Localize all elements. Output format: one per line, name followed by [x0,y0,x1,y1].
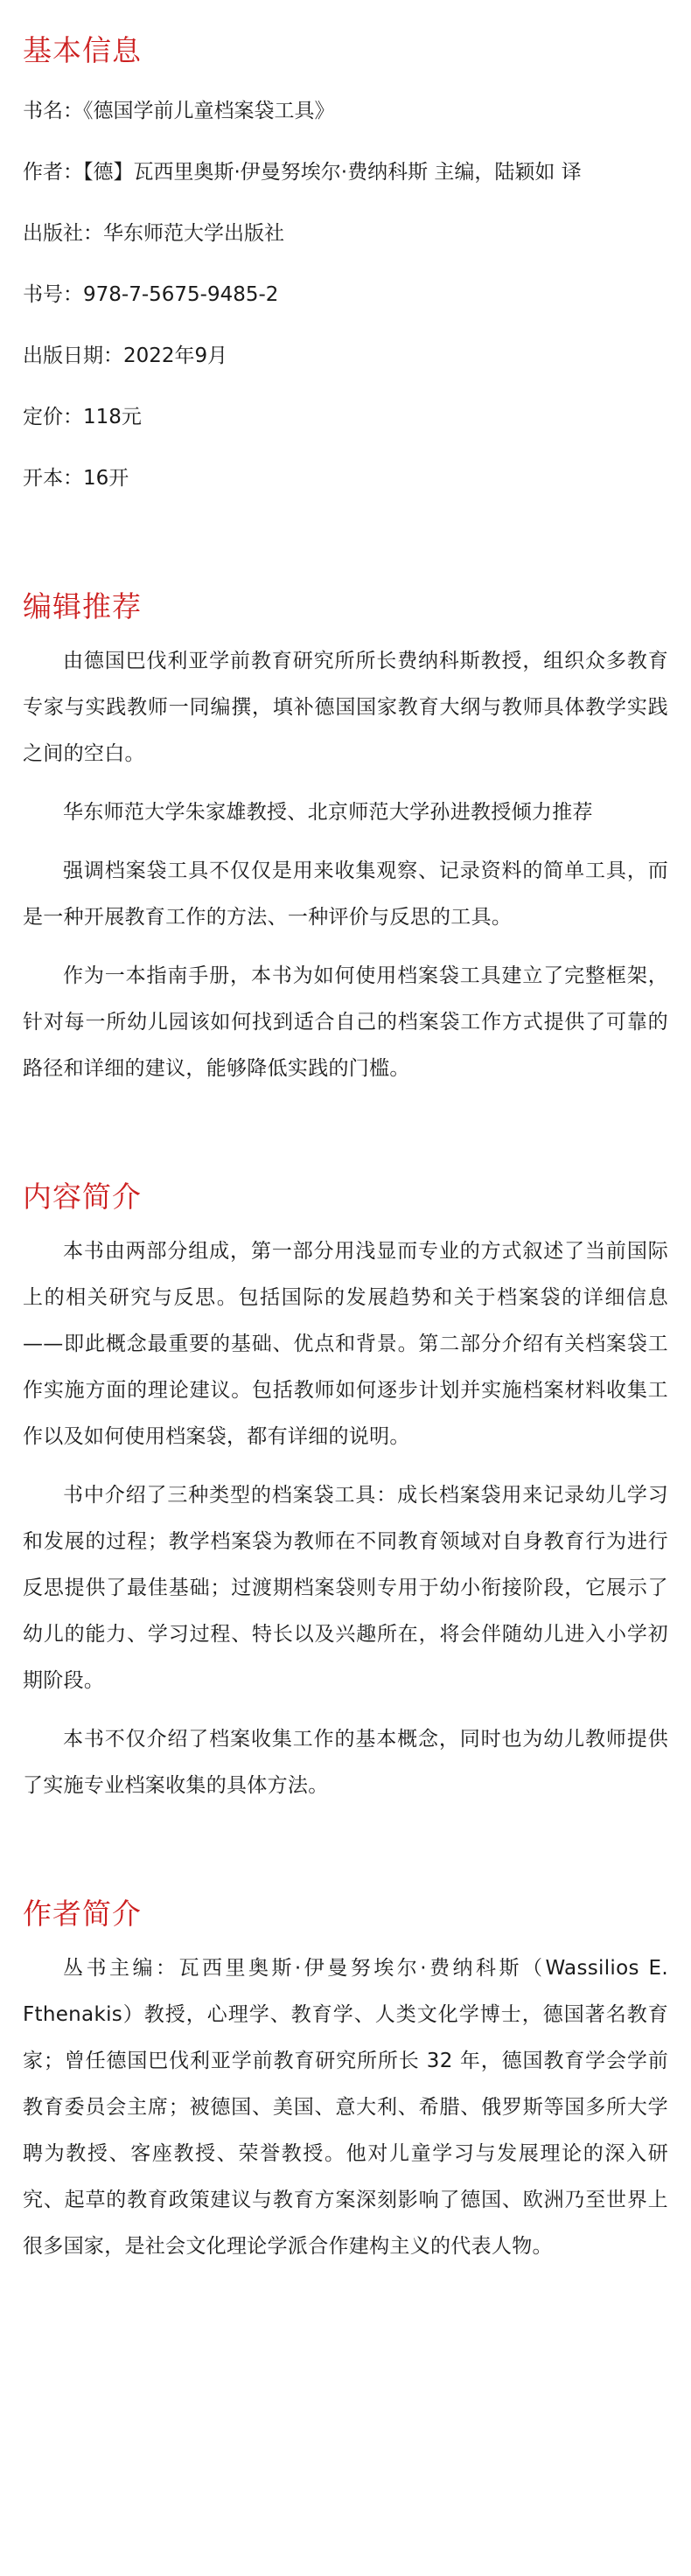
info-book-title: 书名：《德国学前儿童档案袋工具》 [23,100,335,122]
info-publisher: 出版社：华东师范大学出版社 [23,222,284,245]
intro-paragraph: 书中介绍了三种类型的档案袋工具：成长档案袋用来记录幼儿学习和发展的过程；教学档案袋为教师在不同教育领域对自身教育行为进行反思提供了最佳基础；过渡期档案袋则专用于幼小衔接阶段，它展示了幼儿的能力、学习过程、特长以及兴趣所在，将会伴随幼儿进入小学初期阶段。 [23,1484,668,1692]
basic-info-heading: 基本信息 [23,33,142,67]
info-isbn: 书号：978-7-5675-9485-2 [23,283,279,306]
editor-paragraph: 由德国巴伐利亚学前教育研究所所长费纳科斯教授，组织众多教育专家与实践教师一同编撰，填补德国国家教育大纲与教师具体教学实践之间的空白。 [23,650,668,765]
info-format: 开本：16开 [23,467,129,490]
info-author: 作者：【德】瓦西里奥斯·伊曼努埃尔·费纳科斯 主编，陆颖如 译 [23,161,582,184]
intro-paragraph: 本书由两部分组成，第一部分用浅显而专业的方式叙述了当前国际上的相关研究与反思。包括国际的发展趋势和关于档案袋的详细信息——即此概念最重要的基础、优点和背景。第二部分介绍有关档案袋工作实施方面的理论建议。包括教师如何逐步计划并实施档案材料收集工作以及如何使用档案袋，都有详细的说明。 [23,1240,668,1448]
info-publish-date: 出版日期：2022年9月 [23,345,228,367]
intro-paragraph: 本书不仅介绍了档案收集工作的基本概念，同时也为幼儿教师提供了实施专业档案收集的具体方法。 [23,1728,668,1797]
author-intro-section [23,1809,668,2270]
author-paragraph: 丛书主编：瓦西里奥斯·伊曼努埃尔·费纳科斯（Wassilios E. Fthenakis）教授，心理学、教育学、人类文化学博士，德国著名教育家；曾任德国巴伐利亚学前教育研究所所长 32 年，德国教育学会学前教育委员会主席；被德国、美国、意大利、希腊、俄罗斯等国多所大学聘为教授、客座教授、荣誉教授。他对儿童学习与发展理论的深入研究、起草的教育政策建议与教育方案深刻影响了德国、欧洲乃至世界上很多国家，是社会文化理论学派合作建构主义的代表人物。 [23,1957,668,2258]
author-intro-heading: 作者简介 [23,1897,142,1931]
content-intro-section [23,1092,668,1809]
editor-recommendation-heading: 编辑推荐 [23,589,142,623]
content-intro-heading: 内容简介 [23,1180,142,1214]
editor-paragraph: 强调档案袋工具不仅仅是用来收集观察、记录资料的简单工具，而是一种开展教育工作的方法、一种评价与反思的工具。 [23,860,668,929]
editor-paragraph: 华东师范大学朱家雄教授、北京师范大学孙进教授倾力推荐 [63,801,593,824]
basic-info-list [23,98,668,491]
editor-recommendation-section [23,491,668,1092]
editor-paragraph: 作为一本指南手册，本书为如何使用档案袋工具建立了完整框架，针对每一所幼儿园该如何找到适合自己的档案袋工作方式提供了可靠的路径和详细的建议，能够降低实践的门槛。 [23,964,668,1080]
info-price: 定价：118元 [23,406,142,428]
basic-info-section [23,0,668,491]
